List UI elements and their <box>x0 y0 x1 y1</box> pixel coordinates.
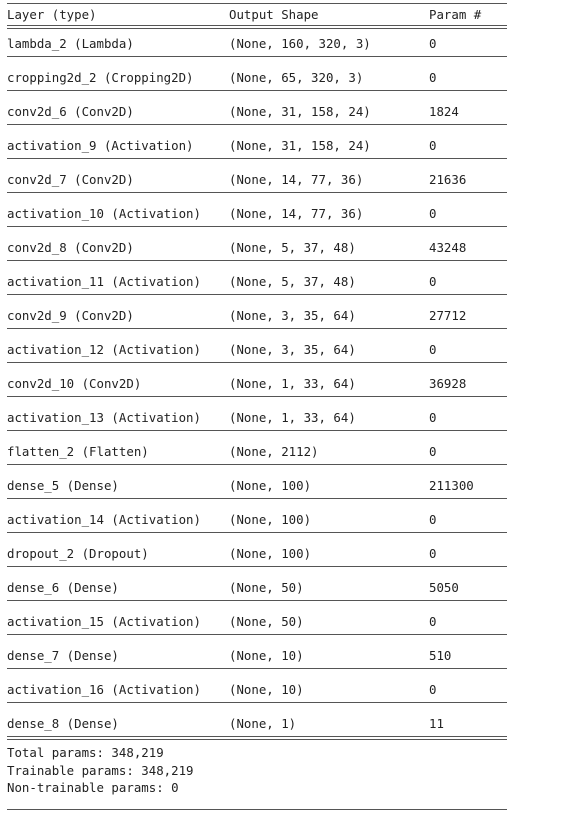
row-separator <box>7 294 507 295</box>
layer-output-shape: (None, 50) <box>229 614 304 629</box>
header-param: Param # <box>429 7 482 22</box>
row-separator <box>7 56 507 57</box>
layer-name: conv2d_8 (Conv2D) <box>7 240 134 255</box>
layer-param-count: 27712 <box>429 308 467 323</box>
table-row <box>7 239 507 256</box>
table-row <box>7 341 507 358</box>
layer-output-shape: (None, 100) <box>229 478 312 493</box>
layer-output-shape: (None, 31, 158, 24) <box>229 138 371 153</box>
layer-param-count: 0 <box>429 682 437 697</box>
table-row <box>7 681 507 698</box>
layer-param-count: 0 <box>429 206 437 221</box>
table-row <box>7 205 507 222</box>
table-row <box>7 613 507 630</box>
table-row <box>7 35 507 52</box>
row-separator <box>7 396 507 397</box>
row-separator <box>7 260 507 261</box>
row-separator <box>7 192 507 193</box>
row-separator <box>7 532 507 533</box>
totals <box>7 744 507 797</box>
layer-output-shape: (None, 31, 158, 24) <box>229 104 371 119</box>
layer-name: dense_6 (Dense) <box>7 580 119 595</box>
layer-param-count: 0 <box>429 70 437 85</box>
layer-name: activation_9 (Activation) <box>7 138 194 153</box>
layer-name: activation_12 (Activation) <box>7 342 201 357</box>
layer-name: activation_16 (Activation) <box>7 682 201 697</box>
layer-output-shape: (None, 1, 33, 64) <box>229 410 356 425</box>
layer-param-count: 5050 <box>429 580 459 595</box>
total-params: Total params: 348,219 <box>7 745 164 760</box>
layer-name: dense_8 (Dense) <box>7 716 119 731</box>
layer-param-count: 43248 <box>429 240 467 255</box>
layer-name: conv2d_7 (Conv2D) <box>7 172 134 187</box>
layer-name: activation_13 (Activation) <box>7 410 201 425</box>
layer-param-count: 0 <box>429 512 437 527</box>
header-double-rule <box>7 25 507 29</box>
header-output-shape: Output Shape <box>229 7 319 22</box>
row-separator <box>7 668 507 669</box>
non-trainable-params: Non-trainable params: 0 <box>7 780 179 795</box>
table-row <box>7 375 507 392</box>
table-row <box>7 511 507 528</box>
table-row <box>7 137 507 154</box>
layer-param-count: 0 <box>429 274 437 289</box>
bottom-rule <box>7 809 507 810</box>
table-row <box>7 443 507 460</box>
layer-output-shape: (None, 3, 35, 64) <box>229 308 356 323</box>
layer-name: cropping2d_2 (Cropping2D) <box>7 70 194 85</box>
layer-name: activation_11 (Activation) <box>7 274 201 289</box>
layer-param-count: 1824 <box>429 104 459 119</box>
layer-output-shape: (None, 10) <box>229 682 304 697</box>
layer-name: dropout_2 (Dropout) <box>7 546 149 561</box>
table-row <box>7 273 507 290</box>
layer-output-shape: (None, 14, 77, 36) <box>229 206 364 221</box>
layer-output-shape: (None, 100) <box>229 512 312 527</box>
layer-name: conv2d_9 (Conv2D) <box>7 308 134 323</box>
layer-output-shape: (None, 65, 320, 3) <box>229 70 364 85</box>
layer-param-count: 510 <box>429 648 452 663</box>
table-row <box>7 409 507 426</box>
layer-output-shape: (None, 2112) <box>229 444 319 459</box>
layer-output-shape: (None, 5, 37, 48) <box>229 240 356 255</box>
row-separator <box>7 430 507 431</box>
trainable-params: Trainable params: 348,219 <box>7 762 194 778</box>
layer-name: conv2d_10 (Conv2D) <box>7 376 142 391</box>
layer-name: dense_5 (Dense) <box>7 478 119 493</box>
layer-output-shape: (None, 3, 35, 64) <box>229 342 356 357</box>
table-row <box>7 545 507 562</box>
layer-param-count: 0 <box>429 342 437 357</box>
table-row <box>7 477 507 494</box>
row-separator <box>7 600 507 601</box>
header-row <box>7 6 507 23</box>
layer-output-shape: (None, 50) <box>229 580 304 595</box>
row-separator <box>7 702 507 703</box>
layer-param-count: 0 <box>429 614 437 629</box>
layer-param-count: 11 <box>429 716 444 731</box>
row-separator <box>7 328 507 329</box>
layer-name: activation_14 (Activation) <box>7 512 201 527</box>
row-separator <box>7 498 507 499</box>
layer-name: activation_10 (Activation) <box>7 206 201 221</box>
layer-output-shape: (None, 5, 37, 48) <box>229 274 356 289</box>
layer-name: conv2d_6 (Conv2D) <box>7 104 134 119</box>
layer-output-shape: (None, 14, 77, 36) <box>229 172 364 187</box>
layer-name: activation_15 (Activation) <box>7 614 201 629</box>
table-row <box>7 103 507 120</box>
top-rule <box>7 3 507 4</box>
layer-output-shape: (None, 10) <box>229 648 304 663</box>
row-separator <box>7 158 507 159</box>
row-separator <box>7 226 507 227</box>
layer-param-count: 0 <box>429 410 437 425</box>
layer-param-count: 0 <box>429 36 437 51</box>
layer-name: flatten_2 (Flatten) <box>7 444 149 459</box>
table-row <box>7 715 507 732</box>
layer-param-count: 0 <box>429 444 437 459</box>
table-row <box>7 307 507 324</box>
layer-name: dense_7 (Dense) <box>7 648 119 663</box>
table-row <box>7 171 507 188</box>
layer-list <box>7 35 507 732</box>
layer-output-shape: (None, 1) <box>229 716 297 731</box>
layer-name: lambda_2 (Lambda) <box>7 36 134 51</box>
row-separator <box>7 566 507 567</box>
layer-param-count: 36928 <box>429 376 467 391</box>
layer-param-count: 0 <box>429 138 437 153</box>
layer-output-shape: (None, 1, 33, 64) <box>229 376 356 391</box>
layer-param-count: 0 <box>429 546 437 561</box>
table-row <box>7 647 507 664</box>
row-separator <box>7 90 507 91</box>
layer-param-count: 21636 <box>429 172 467 187</box>
footer-double-rule <box>7 736 507 740</box>
model-summary <box>7 0 507 810</box>
layer-output-shape: (None, 100) <box>229 546 312 561</box>
header-layer: Layer (type) <box>7 7 97 22</box>
layer-output-shape: (None, 160, 320, 3) <box>229 36 371 51</box>
table-row <box>7 69 507 86</box>
row-separator <box>7 362 507 363</box>
row-separator <box>7 124 507 125</box>
layer-param-count: 211300 <box>429 478 474 493</box>
row-separator <box>7 634 507 635</box>
row-separator <box>7 464 507 465</box>
table-row <box>7 579 507 596</box>
